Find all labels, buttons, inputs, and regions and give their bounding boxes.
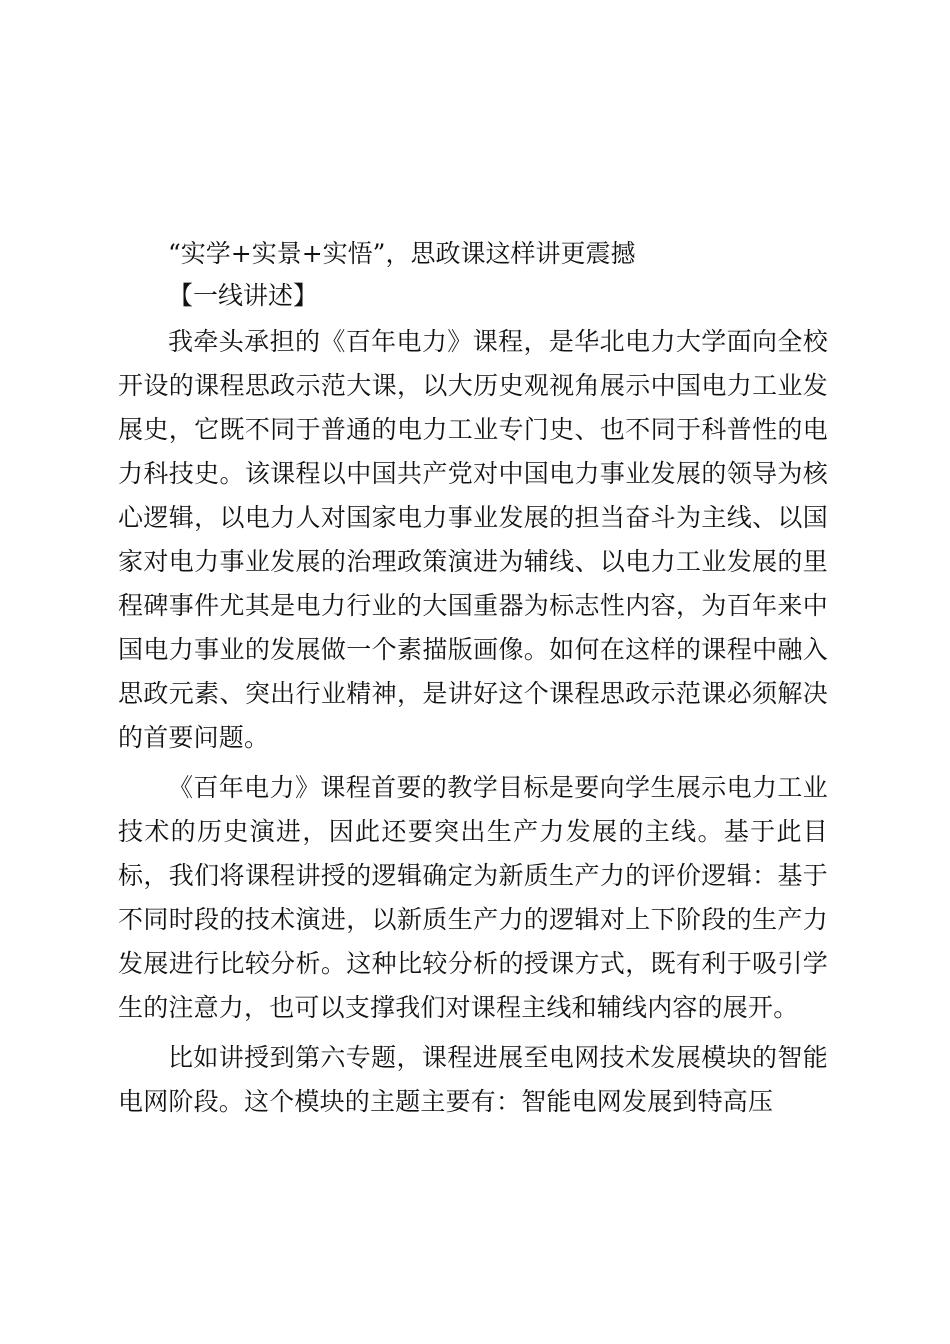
document-page [118,236,828,1130]
paragraph-2: 《百年电力》课程首要的教学目标是要向学生展示电力工业技术的历史演进，因此还要突出生产力发展的主线。基于此目标，我们将课程讲授的逻辑确定为新质生产力的评价逻辑：基于不同时段的技术演进，以新质生产力的逻辑对上下阶段的生产力发展进行比较分析。这种比较分析的授课方式，既有利于吸引学生的注意力，也可以支撑我们对课程主线和辅线内容的展开。 [118,773,828,1022]
paragraph-1: 我牵头承担的《百年电力》课程，是华北电力大学面向全校开设的课程思政示范大课，以大历史观视角展示中国电力工业发展史，它既不同于普通的电力工业专门史、也不同于科普性的电力科技史。该课程以中国共产党对中国电力事业发展的领导为核心逻辑，以电力人对国家电力事业发展的担当奋斗为主线、以国家对电力事业发展的治理政策演进为辅线、以电力工业发展的里程碑事件尤其是电力行业的大国重器为标志性内容，为百年来中国电力事业的发展做一个素描版画像。如何在这样的课程中融入思政元素、突出行业精神，是讲好这个课程思政示范课必须解决的首要问题。 [118,327,828,752]
section-label: 【一线讲述】 [168,281,319,310]
document-title: “实学+实景+实悟”，思政课这样讲更震撼 [168,239,636,268]
paragraph-3: 比如讲授到第六专题，课程进展至电网技术发展模块的智能电网阶段。这个模块的主题主要有：智能电网发展到特高压 [118,1043,828,1116]
